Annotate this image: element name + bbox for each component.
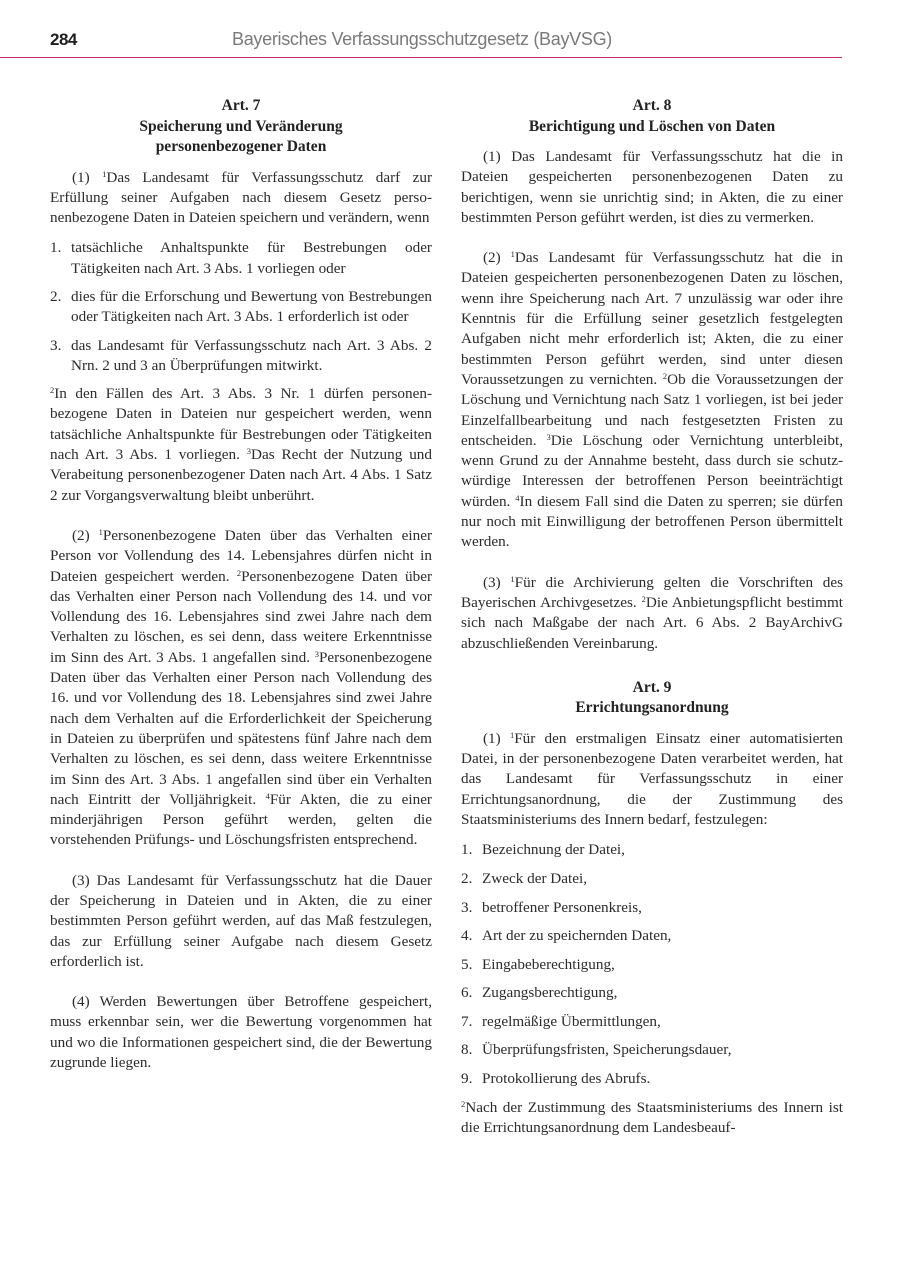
sentence-number: 2: [50, 385, 55, 396]
list-number: 2.: [461, 869, 473, 887]
list-text: regelmäßige Übermittlungen,: [482, 1012, 661, 1030]
list-text: betroffener Personenkreis,: [482, 898, 642, 916]
paragraph-text: In diesem Fall sind die Daten zu sperren; sie dürfen nur noch mit Einwilligung der betroffenen Person übermittelt werden.: [461, 492, 843, 551]
list-number: 8.: [461, 1041, 473, 1059]
list-item: [461, 983, 843, 1003]
sentence-number: 1: [98, 526, 103, 537]
list-number: 3.: [461, 898, 473, 916]
list-text: Protokollierung des Abrufs.: [482, 1070, 651, 1088]
abs-label: (1): [483, 148, 501, 165]
art7-abs1-continuation: [50, 384, 432, 506]
list-item: [50, 287, 432, 328]
list-text: dies für die Erforschung und Bewertung von Bestrebungen oder Tätigkeiten nach Art. 3 Abs. 1 erforderlich ist oder: [71, 287, 432, 326]
sentence-number: 4: [265, 790, 270, 801]
paragraph-text: Die Löschung oder Vernichtung unterbleibt, wenn Grund zu der Annahme besteht, dass durch sie schutzwürdige Interessen der betroffenen Person beeinträchtigt würden.: [461, 431, 843, 510]
list-item: [461, 840, 843, 860]
paragraph-text: Das Landesamt für Verfassungsschutz darf zur Erfüllung seiner Aufgaben nach diesem Gesetz personenbezogene Daten in Dateien speichern und verändern, wenn: [50, 168, 433, 227]
art7-title-line1: Speicherung und Veränderung: [139, 117, 343, 135]
art8-title: Berichtigung und Löschen von Daten: [528, 117, 776, 135]
sentence-number: 2: [641, 593, 646, 604]
art7-abs3: [50, 871, 432, 972]
list-text: Art der zu speichernden Daten,: [482, 927, 672, 945]
list-item: [461, 926, 843, 946]
list-text: das Landesamt für Verfassungsschutz nach Art. 3 Abs. 2 Nrn. 2 und 3 an Überprüfungen mitwirkt.: [71, 336, 432, 374]
art8-abs2: [461, 248, 843, 552]
art7-abs2: [50, 526, 432, 851]
page-header: [0, 0, 842, 58]
list-item: [461, 1040, 843, 1060]
list-number: 6.: [461, 984, 473, 1002]
list-text: Zweck der Datei,: [482, 869, 587, 887]
art9-abs1-continuation: [461, 1098, 843, 1139]
abs-label: (2): [72, 526, 90, 544]
paragraph-text: Das Landesamt für Verfassungsschutz hat die Dauer der Speicherung in Dateien und in Akten, die zu einer bestimmten Person geführt werden, auf das Maß festzulegen, das zur Erfüllung seiner Aufgabe nach diesem Gesetz erforderlich ist.: [50, 871, 432, 970]
list-number: 1.: [50, 239, 62, 257]
art8-number: Art. 8: [632, 97, 672, 114]
sentence-number: 2: [236, 567, 242, 578]
art7-abs1-list: [50, 238, 432, 376]
abs-label: (4): [72, 993, 90, 1011]
list-number: 7.: [461, 1012, 473, 1030]
paragraph-text: Das Landesamt für Verfassungsschutz hat die in Dateien gespeicherten personenbezogenen Daten zu löschen, wenn ihre Speicherung nach Art. 7 unzulässig war oder ihre Kenntnis für die Erfüllung seiner gesetzlich festgelegten Aufgaben nicht mehr erforderlich ist; Akten, die zu einer bestimmten Person geführt werden, sind unter diesen Voraussetzungen zu vernichten.: [461, 249, 843, 388]
list-item: [50, 238, 432, 279]
art8-abs1: [461, 147, 843, 228]
art9-heading: [461, 678, 843, 719]
list-text: tatsächliche Anhaltspunkte für Bestrebungen oder Tätigkeiten nach Art. 3 Abs. 1 vorliegen oder: [71, 239, 432, 277]
list-text: Bezeichnung der Datei,: [482, 841, 625, 859]
art7-heading: [50, 96, 432, 158]
list-number: 2.: [50, 287, 62, 305]
paragraph-text: In den Fällen des Art. 3 Abs. 3 Nr. 1 dürfen personenbezogene Daten in Dateien nur gespeichert werden, wenn tatsächliche Anhaltspunkte für Bestrebungen oder Tätigkeiten nach Art. 3 Abs. 1 vorliegen.: [50, 385, 432, 464]
list-item: [461, 1069, 843, 1089]
paragraph-text: Nach der Zustimmung des Staatsministeriums des Innern ist die Errichtungsanordnung dem Landesbeauf-: [461, 1098, 843, 1136]
art7-abs1-intro: [50, 168, 432, 229]
paragraph-text: Die Anbietungspflicht bestimmt sich nach Maßgabe der nach Art. 6 Abs. 2 BayArchivG abzuschließenden Vereinbarung.: [461, 593, 843, 652]
paragraph-text: Personenbezogene Daten über das Verhalten einer Person nach Vollendung des 16. und vor Vollendung des 18. Lebensjahres sind zwei Jahre nach dem Verhalten auf die Erforderlichkeit der Speicherung in Dateien zu überprüfen und spätestens fünf Jahre nach dem Verhalten zu löschen, es sei denn, dass weitere Erkenntnisse im Sinn des Art. 3 Abs. 1 angefallen sind über ein Verhalten nach Eintritt der Volljährigkeit.: [50, 648, 432, 808]
abs-label: (1): [483, 729, 501, 747]
paragraph-text: Für Akten, die zu einer minderjährigen Person geführt werden, gelten die vorstehenden Prüfungs- und Löschungsfristen entsprechend.: [50, 790, 432, 849]
list-item: [461, 1012, 843, 1032]
right-column: [461, 96, 843, 1138]
sentence-number: 2: [461, 1098, 466, 1109]
list-number: 3.: [50, 336, 62, 354]
abs-label: (3): [72, 871, 90, 889]
abs-label: (2): [483, 249, 501, 267]
art9-abs1-list: [461, 840, 843, 1089]
art7-abs4: [50, 992, 432, 1073]
sentence-number: 3: [314, 648, 319, 659]
list-number: 5.: [461, 955, 473, 973]
sentence-number: 4: [515, 492, 520, 503]
list-item: [461, 898, 843, 918]
left-column: [50, 96, 432, 1073]
abs-label: (1): [72, 168, 90, 186]
list-item: [461, 955, 843, 975]
paragraph-text: Für die Archivierung gelten die Vorschriften des Bayerischen Archivgesetzes.: [461, 573, 843, 611]
art8-abs3: [461, 573, 843, 654]
list-number: 1.: [461, 841, 473, 859]
sentence-number: 1: [510, 573, 515, 584]
list-text: Überprüfungsfristen, Speicherungsdauer,: [482, 1041, 732, 1059]
sentence-number: 3: [546, 431, 551, 442]
list-item: [461, 869, 843, 889]
sentence-number: 3: [246, 446, 252, 457]
sentence-number: 1: [102, 168, 107, 179]
paragraph-text: Das Landesamt für Verfassungsschutz hat die in Dateien gespeicherten personenbezogenen Daten zu berichtigen, wenn sie unrichtig sind; in Akten, die zu einer bestimmten Person geführt werden, ist dies zu vermerken.: [461, 148, 843, 226]
page-number: 284: [50, 30, 77, 49]
art9-abs1-intro: [461, 729, 843, 830]
list-number: 4.: [461, 927, 473, 945]
sentence-number: 1: [509, 729, 515, 740]
art7-number: Art. 7: [221, 97, 261, 114]
running-title: Bayerisches Verfassungsschutzgesetz (BayVSG): [232, 29, 612, 49]
art8-heading: [461, 96, 843, 137]
sentence-number: 2: [662, 370, 668, 381]
list-number: 9.: [461, 1070, 473, 1088]
paragraph-text: Personenbezogene Daten über das Verhalten einer Person vor Vollendung des 14. Lebensjahres dürfen nicht in Dateien gespeichert werden.: [50, 526, 432, 585]
paragraph-text: Personenbezogene Daten über das Verhalten einer Person nach Vollendung des 14. und vor Vollendung des 16. Lebensjahres sind zwei Jahre nach dem Verhalten zu löschen, es sei denn, dass weitere Erkenntnisse im Sinn des Art. 3 Abs. 1 angefallen sind.: [50, 567, 433, 666]
list-item: [50, 336, 432, 377]
paragraph-text: Das Recht der Nutzung und Verabeitung personenbezogener Daten nach Art. 4 Abs. 1 Satz 2 zur Vorgangsverwaltung bleibt unberührt.: [50, 446, 432, 504]
art9-number: Art. 9: [632, 678, 672, 696]
paragraph-text: Werden Bewertungen über Betroffene gespeichert, muss erkennbar sein, wer die Bewertung vorgenommen hat und wo die Informationen gespeichert sind, die der Bewertung zugrunde liegen.: [50, 993, 432, 1072]
art9-title: Errichtungsanordnung: [575, 699, 729, 717]
paragraph-text: Ob die Voraussetzungen der Löschung und Vernichtung nach Satz 1 vorliegen, ist bei jeder Einzelfallbearbeitung und nach festgesetzten Fristen zu entscheiden.: [461, 370, 843, 449]
paragraph-text: Für den erstmaligen Einsatz einer automatisierten Datei, in der personenbezogene Daten verarbeitet werden, hat das Landesamt für Verfassungsschutz in einer Errichtungsanordnung, die der Zustimmung des Staatsministeriums des Innern bedarf, festzulegen:: [461, 729, 843, 829]
art7-title-line2: personenbezogener Daten: [155, 138, 327, 155]
list-text: Zugangsberechtigung,: [482, 984, 618, 1002]
sentence-number: 1: [510, 249, 515, 260]
abs-label: (3): [483, 573, 501, 591]
list-text: Eingabeberechtigung,: [482, 955, 615, 973]
